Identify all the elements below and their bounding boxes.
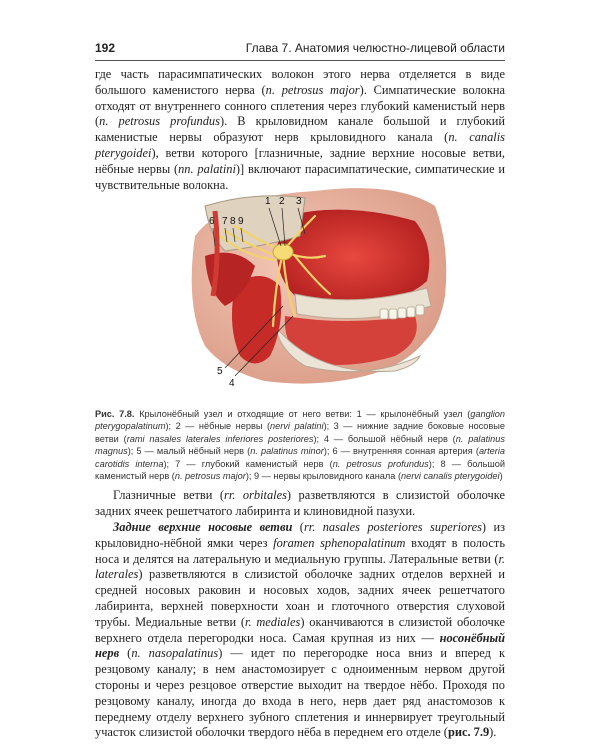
figure-label-4: 4 (229, 378, 235, 389)
chapter-title: Глава 7. Анатомия челюстно-лицевой области (245, 41, 505, 55)
figure-label-8: 8 (230, 216, 236, 227)
paragraph-intro: где часть парасимпатических волокон этого нерва отделяется в виде большого каменистого нерва (n. petrosus major). Симпатические волокна отходят от внутреннего сонного сплетения через глубокий каменистый нерв (n. petrosus profundus). В крыловидном канале большой и глубокий каменистые нервы образуют нерв крыловидного канала (n. canalis pterygoidei), ветви которого [глазничные, задние верхние носовые ветви, нёбные нервы (nn. palatini)] включают парасимпатические, симпатические и чувствительные волокна. (95, 67, 506, 192)
figure-label-6: 6 (209, 216, 215, 227)
paragraph-nasal-branches: Задние верхние носовые ветви (rr. nasales posteriores superiores) из крыловидно-нёбной ямки через foramen sphenopalatinum входят в полость носа и делятся на латеральную и медиальную группы. Латеральные ветви (r. laterales) разветвляются в слизистой оболочке задних отделов верхней и средней носовых раковин и носовых ходов, задних ячеек решетчатого лабиринта, верхней поверхности хоан и глоточного отверстия слуховой трубы. Медиальные ветви (r. mediales) оканчиваются в слизистой оболочке верхнего отдела перегородки носа. Самая крупная из них — носонёбный нерв (n. nasopalatinus) — идет по перегородке носа вниз и вперед к резцовому каналу; в нем анастомозирует с одноименным нервом другой стороны и через резцовое отверстие выходит на твердое нёбо. Проходя по резцовому каналу, иногда до входа в него, нерв дает ряд анастомозов к переднему отделу верхнего зубного сплетения и иннервирует треугольный участок слизистой оболочки твердого нёба в переднем его отделе (рис. 7.9). (95, 520, 505, 740)
figure-label-5: 5 (217, 366, 223, 377)
header-rule (95, 60, 505, 61)
figure-label-3: 3 (296, 196, 302, 207)
figure-label-2: 2 (279, 196, 285, 207)
paragraph-orbital-branches: Глазничные ветви (rr. orbitales) разветвляются в слизистой оболочке задних ячеек решетчатого лабиринта и клиновидной пазухи. (95, 488, 505, 518)
figure-caption: Рис. 7.8. Крылонёбный узел и отходящие от него ветви: 1 — крылонёбный узел (ganglion pterygopalatinum); 2 — нёбные нервы (nervi palatini); 3 — нижние задние боковые носовые ветви (rami nasales laterales inferiores posteriores); 4 — большой нёбный нерв (n. palatinus magnus); 5 — малый нёбный нерв (n. palatinus minor); 6 — внутренняя сонная артерия (arteria carotidis interna); 7 — глубокий каменистый нерв (n. petrosus profundus); 8 — большой каменистый нерв (n. petrosus major); 9 — нервы крыловидного канала (nervi canalis pterygoidei) (95, 409, 505, 482)
figure-label-1: 1 (265, 196, 271, 207)
running-header (95, 41, 505, 59)
page-number: 192 (95, 41, 116, 55)
figure-label-9: 9 (238, 216, 244, 227)
anatomical-illustration (165, 176, 455, 391)
figure-label-7: 7 (222, 216, 228, 227)
